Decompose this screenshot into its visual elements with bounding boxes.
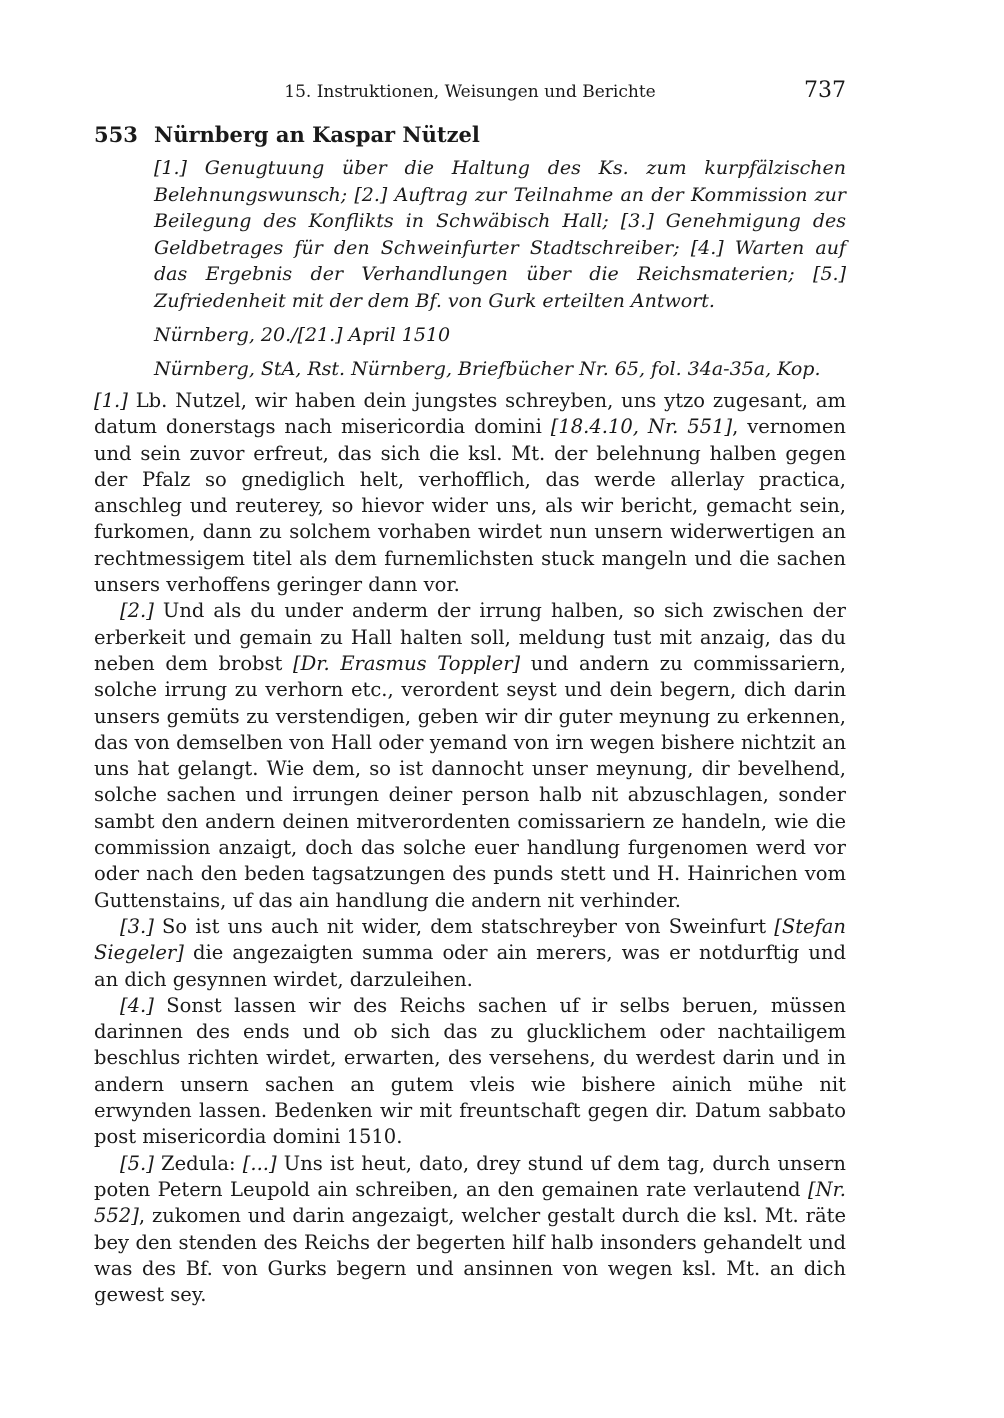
editorial-annotation: [18.4.10, Nr. 551] xyxy=(550,415,733,439)
body-paragraph xyxy=(94,388,846,598)
letter-text: Sonst lassen wir des Reichs sachen uf ir selbs beruen, müssen darinnen des ends und ob sich das zu glucklichem oder nachtailigem beschlus richten wirdet, erwarten, des versehens, du werdest darin und in andern unsern sachen an gutem vleis wie bishere ainich mühe nit erwynden lassen. Bedenken wir mit freuntschaft gegen dir. Datum sabbato post misericordia domini 1510. xyxy=(94,993,846,1149)
letter-text: Lb. Nutzel, wir haben dein jungstes schreyben, uns ytzo zugesant, am datum donerstags nach misericordia domini xyxy=(94,389,846,439)
document-number: 553 xyxy=(94,122,138,147)
letter-text: Zedula: xyxy=(153,1151,243,1175)
date-line: Nürnberg, 20./[21.] April 1510 xyxy=(154,324,451,346)
editorial-annotation: [Dr. Erasmus Toppler] xyxy=(293,651,521,675)
document-title: Nürnberg an Kaspar Nützel xyxy=(154,122,480,147)
page-number: 737 xyxy=(804,78,846,103)
document-heading xyxy=(94,122,846,147)
letter-text: und andern zu commissariern, solche irrung zu verhorn etc., verordent seyst und dein begern, dich darin unsers gemüts zu verstendigen, geben wir dir guter meynung zu erkennen, das von demselben von Hall oder yemand von irn wegen bishere nichtzit an uns hat gelangt. Wie dem, so ist dannocht unser meynung, dir bevelhend, solche sachen und irrungen deiner person halb nit abzuschlagen, sonder sambt den andern deinen mitverordenten comissariern ze handeln, wie die commission anzaigt, doch das solche euer handlung furgenomen werd vor oder nach den beden tagsatzungen des punds stett und H. Hainrichen vom Guttenstains, uf das ain handlung die andern nit verhinder. xyxy=(94,651,846,912)
regest-summary: [1.] Genugtuung über die Haltung des Ks. zum kurpfälzischen Belehnungswunsch; [2.] Auftrag zur Teilnahme an der Kommission zur Beilegung des Konflikts in Schwäbisch Hall; [3.] Genehmigung des Geldbetrages für den Schweinfurter Stadtschreiber; [4.] Warten auf das Ergebnis der Verhandlungen über die Reichsmaterien; [5.] Zufriedenheit mit der dem Bf. von Gurk erteilten Antwort. xyxy=(154,157,846,312)
body-paragraph xyxy=(94,598,846,914)
editorial-annotation: [Stefan Siegeler] xyxy=(94,914,846,965)
editorial-annotation: [1.] xyxy=(94,389,128,412)
letter-text: So ist uns auch nit wider, dem statschreyber von Sweinfurt xyxy=(153,914,775,938)
running-title: 15. Instruktionen, Weisungen und Berichte xyxy=(284,82,656,102)
document-page xyxy=(94,78,846,1308)
body-paragraph xyxy=(94,1151,846,1309)
body-paragraph xyxy=(94,914,846,993)
editorial-annotation: [...] xyxy=(242,1151,277,1175)
running-head xyxy=(94,78,846,108)
editorial-annotation: [Nr. 552] xyxy=(94,1177,846,1228)
source-line: Nürnberg, StA, Rst. Nürnberg, Briefbücher Nr. 65, fol. 34a-35a, Kop. xyxy=(154,358,821,380)
letter-text: die angezaigten summa oder ain merers, was er notdurftig und an dich gesynnen wirdet, darzuleihen. xyxy=(94,941,846,991)
letter-text: Uns ist heut, dato, drey stund uf dem tag, durch unsern poten Petern Leupold ain schreiben, an den gemainen rate verlautend xyxy=(94,1151,846,1201)
letter-body xyxy=(94,388,846,1308)
letter-text: , zukomen und darin angezaigt, welcher gestalt durch die ksl. Mt. räte bey den stenden des Reichs der begerten hilf halb insonders gehandelt und was des Bf. von Gurks begern und ansinnen von wegen ksl. Mt. an dich gewest sey. xyxy=(94,1204,846,1307)
body-paragraph xyxy=(94,993,846,1151)
editorial-annotation: [2.] xyxy=(120,599,154,623)
editorial-annotation: [3.] xyxy=(120,914,154,938)
editorial-annotation: [4.] xyxy=(120,993,154,1017)
editorial-annotation: [5.] xyxy=(120,1151,154,1175)
letter-text: , vernomen und sein zuvor erfreut, das sich die ksl. Mt. der belehnung halben gegen der Pfalz so gnediglich helt, verhofflich, das werde allerlay practica, anschleg und reuterey, so hievor wider uns, als wir bericht, gemacht sein, furkomen, dann zu solchem vorhaben wirdet nun unsern widerwertigen an rechtmessigem titel als dem furnemlichsten stuck mangeln und die sachen unsers verhoffens geringer dann vor. xyxy=(94,415,846,597)
letter-text: Und als du under anderm der irrung halben, so sich zwischen der erberkeit und gemain zu Hall halten soll, meldung tust mit anzaig, das du neben dem brobst xyxy=(94,599,846,675)
